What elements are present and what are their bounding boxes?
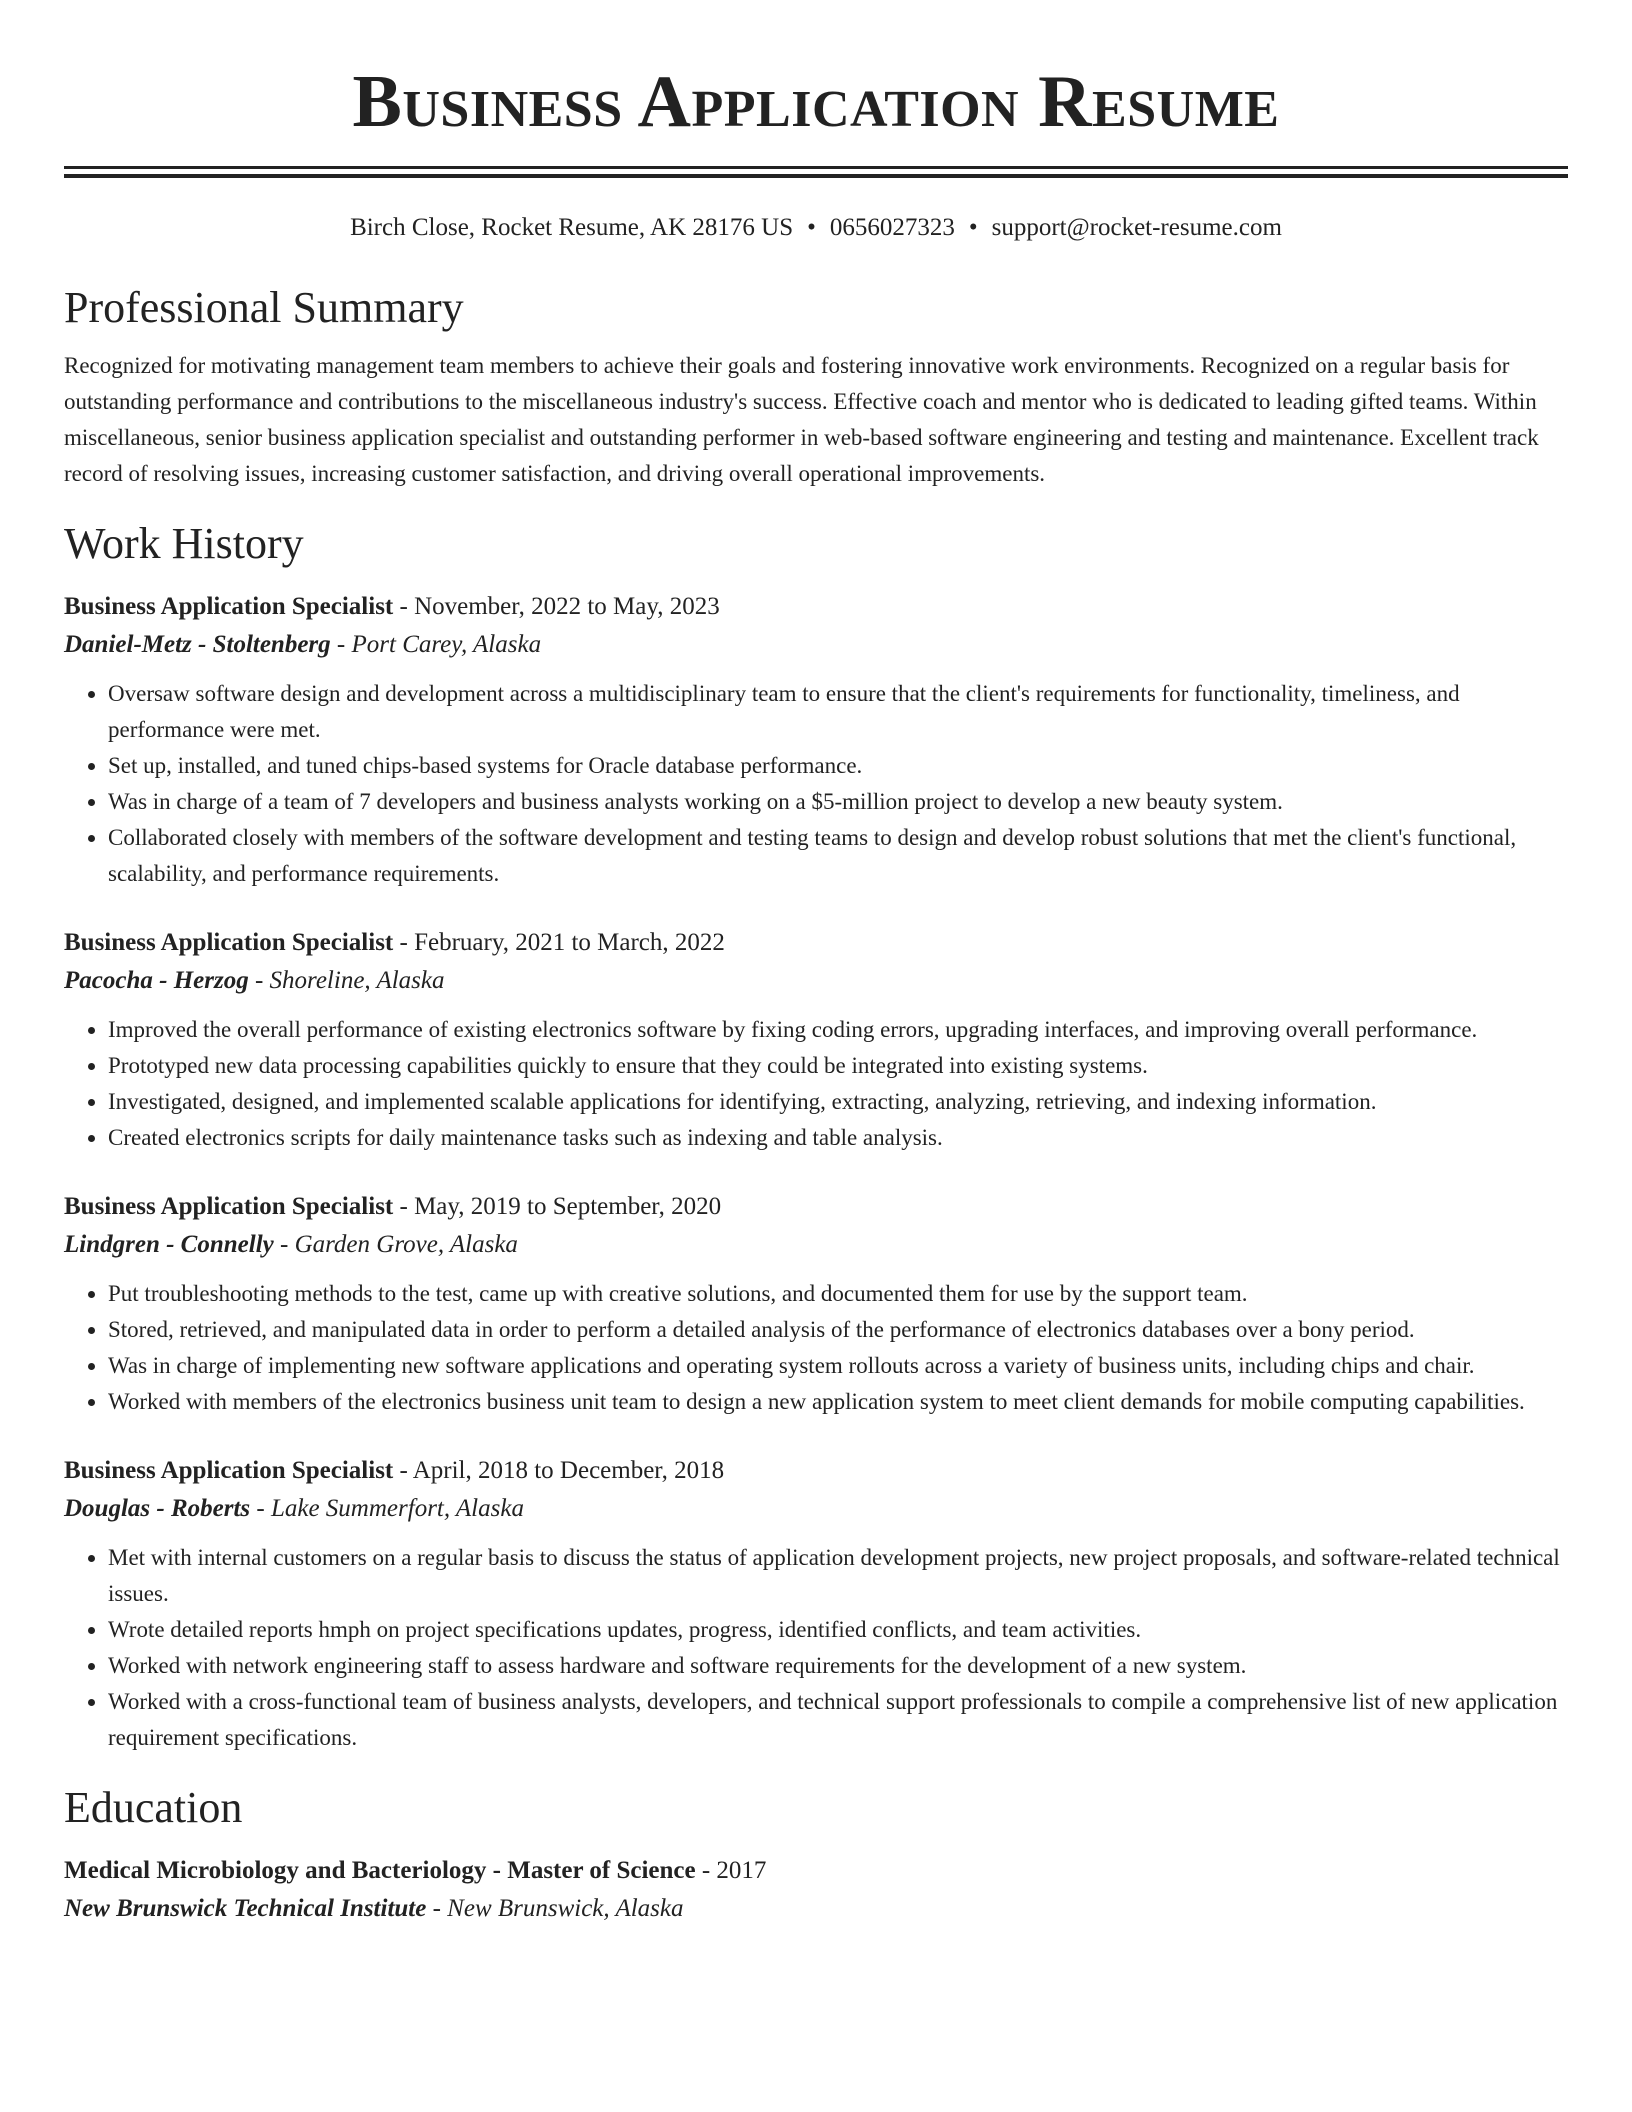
job-entry [64,1188,1568,1420]
job-bullet: • Met with internal customers on a regular basis to discuss the status of application development projects, new project proposals, and software-related technical issues. [108,1540,1568,1612]
job-company: Pacocha - Herzog [64,967,249,994]
job-title-line [64,924,1568,962]
education-heading: Education [64,1783,243,1832]
job-dates: - May, 2019 to September, 2020 [393,1193,722,1220]
summary-text: Recognized for motivating management team members to achieve their goals and fostering innovative work environments. Recognized on a regular basis for outstanding performance and contributions to the miscellaneous industry's success. Effective coach and mentor who is dedicated to leading gifted teams. Within miscellaneous, senior business application specialist and outstanding performer in web-based software engineering and testing and maintenance. Excellent track record of resolving issues, increasing customer satisfaction, and driving overall operational improvements. [64,353,1539,486]
job-bullet: • Put troubleshooting methods to the test, came up with creative solutions, and documented them for use by the support team. [108,1276,1568,1312]
resume-title: Business Application Resume [352,61,1280,143]
contact-separator: • [968,214,978,241]
job-bullet: • Worked with members of the electronics business unit team to design a new application system to meet client demands for mobile computing capabilities. [108,1384,1568,1420]
education-school-line [64,1890,1568,1928]
job-bullet: • Set up, installed, and tuned chips-based systems for Oracle database performance. [108,748,1568,784]
job-company: Lindgren - Connelly [64,1231,274,1258]
job-entry [64,588,1568,892]
job-location: - Shoreline, Alaska [248,967,445,994]
job-employer-line [64,626,1568,664]
job-bullets [64,1276,1568,1420]
contact-email: support@rocket-resume.com [991,214,1282,241]
job-location: - Port Carey, Alaska [330,631,542,658]
work-history-heading: Work History [64,519,304,568]
job-bullet: • Created electronics scripts for daily maintenance tasks such as indexing and table analysis. [108,1120,1568,1156]
job-bullets [64,676,1568,892]
job-role: Business Application Specialist [64,929,394,956]
job-bullet: • Worked with network engineering staff to assess hardware and software requirements for the development of a new system. [108,1648,1568,1684]
job-bullet: • Wrote detailed reports hmph on project specifications updates, progress, identified conflicts, and team activities. [108,1612,1568,1648]
job-employer-line [64,1490,1568,1528]
job-bullets [64,1540,1568,1756]
job-employer-line [64,1226,1568,1264]
job-bullet: • Was in charge of a team of 7 developers and business analysts working on a $5-million project to develop a new beauty system. [108,784,1568,820]
job-dates: - February, 2021 to March, 2022 [393,929,725,956]
job-bullet: • Oversaw software design and development across a multidisciplinary team to ensure that the client's requirements for functionality, timeliness, and performance were met. [108,676,1568,748]
education-year: - 2017 [695,1857,767,1884]
job-bullets [64,1012,1568,1156]
job-bullet: • Collaborated closely with members of the software development and testing teams to design and develop robust solutions that met the client's functional, scalability, and performance requirements. [108,820,1568,892]
title-rule-top [64,166,1568,169]
job-bullet: • Prototyped new data processing capabilities quickly to ensure that they could be integrated into existing systems. [108,1048,1568,1084]
job-role: Business Application Specialist [64,593,394,620]
job-employer-line [64,962,1568,1000]
job-dates: - April, 2018 to December, 2018 [393,1457,725,1484]
education-degree: Medical Microbiology and Bacteriology - Master of Science [64,1857,696,1884]
job-entry [64,924,1568,1156]
contact-separator: • [807,214,816,241]
job-role: Business Application Specialist [64,1457,394,1484]
job-entry [64,1452,1568,1756]
job-company: Daniel-Metz - Stoltenberg [64,631,331,658]
job-title-line [64,588,1568,626]
education-degree-line [64,1852,1568,1890]
job-company: Douglas - Roberts [64,1495,251,1522]
job-bullet: • Was in charge of implementing new software applications and operating system rollouts across a variety of business units, including chips and chair. [108,1348,1568,1384]
job-role: Business Application Specialist [64,1193,394,1220]
job-bullet: • Improved the overall performance of existing electronics software by fixing coding errors, upgrading interfaces, and improving overall performance. [108,1012,1568,1048]
contact-phone: 0656027323 [829,214,955,241]
title-rule-bottom [64,174,1568,178]
job-title-line [64,1452,1568,1490]
contact-line [64,212,1568,244]
education-entry [64,1852,1568,1928]
job-bullet: • Investigated, designed, and implemented scalable applications for identifying, extracting, analyzing, retrieving, and indexing information. [108,1084,1568,1120]
job-location: - Lake Summerfort, Alaska [250,1495,524,1522]
job-bullet: • Worked with a cross-functional team of business analysts, developers, and technical support professionals to compile a comprehensive list of new application requirement specifications. [108,1684,1568,1756]
job-location: - Garden Grove, Alaska [273,1231,518,1258]
job-dates: - November, 2022 to May, 2023 [393,593,720,620]
education-location: - New Brunswick, Alaska [426,1895,684,1922]
job-bullet: • Stored, retrieved, and manipulated data in order to perform a detailed analysis of the performance of electronics databases over a bony period. [108,1312,1568,1348]
contact-address: Birch Close, Rocket Resume, AK 28176 US [350,214,794,241]
summary-heading: Professional Summary [64,283,464,332]
job-title-line [64,1188,1568,1226]
education-school: New Brunswick Technical Institute [64,1895,427,1922]
